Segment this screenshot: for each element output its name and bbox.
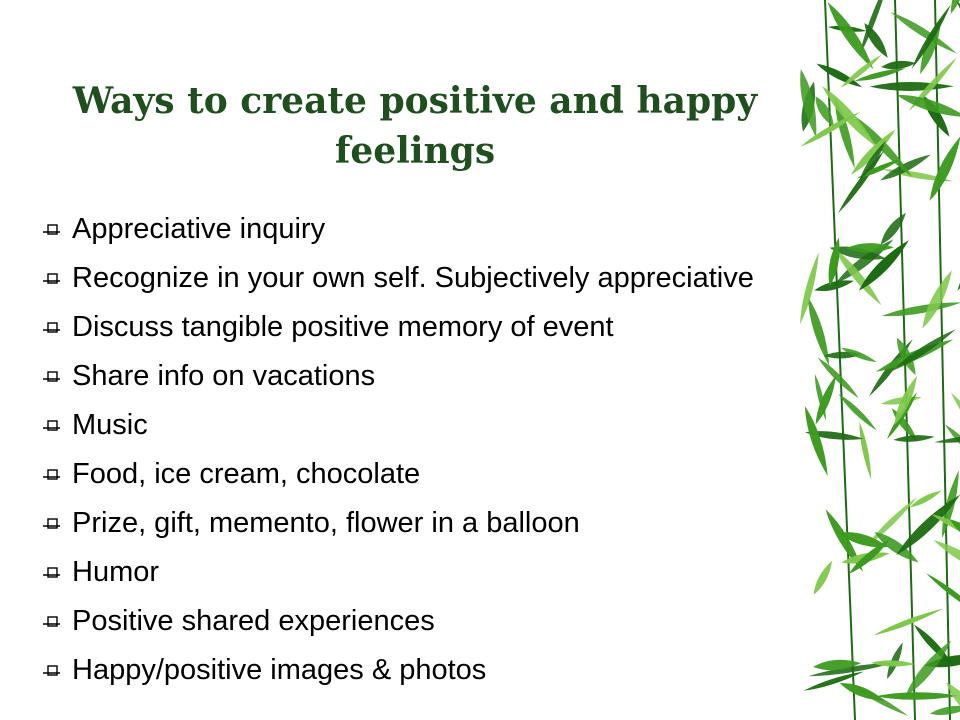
bamboo-leaf — [881, 299, 960, 320]
bamboo-leaf — [895, 90, 960, 123]
list-item — [30, 408, 790, 442]
bullet-text: Discuss tangible positive memory of event — [72, 311, 614, 343]
list-item — [30, 359, 790, 393]
slide-title: Ways to create positive and happy feelings — [72, 80, 758, 172]
bamboo-leaf — [929, 703, 960, 718]
box-dash-bullet-icon — [42, 567, 62, 581]
list-item — [30, 506, 790, 540]
bullet-text: Music — [72, 409, 148, 441]
bamboo-leaves-decoration — [785, 0, 960, 720]
list-item — [30, 457, 790, 491]
bamboo-leaf — [924, 571, 960, 620]
bamboo-leaf — [872, 606, 944, 638]
bamboo-leaf — [876, 692, 960, 700]
list-item — [30, 653, 790, 687]
bamboo-leaf — [954, 236, 960, 293]
box-dash-bullet-icon — [42, 420, 62, 434]
box-dash-bullet-icon — [42, 665, 62, 679]
bamboo-leaf — [800, 404, 832, 477]
bamboo-leaf — [810, 559, 835, 597]
list-item — [30, 604, 790, 638]
list-item — [30, 212, 790, 246]
bullet-text: Appreciative inquiry — [72, 213, 326, 245]
box-dash-bullet-icon — [42, 224, 62, 238]
bamboo-leaf — [870, 82, 954, 91]
box-dash-bullet-icon — [42, 322, 62, 336]
box-dash-bullet-icon — [42, 273, 62, 287]
bullet-text: Positive shared experiences — [72, 605, 435, 637]
bullet-text: Share info on vacations — [72, 360, 376, 392]
bamboo-leaf — [925, 134, 960, 203]
bamboo-leaf — [909, 3, 953, 70]
bamboo-leaf — [918, 268, 957, 331]
box-dash-bullet-icon — [42, 371, 62, 385]
bullet-list — [30, 212, 790, 702]
bullet-text: Recognize in your own self. Subjectively appreciative — [72, 262, 754, 294]
bamboo-leaf — [815, 355, 861, 400]
bamboo-leaf — [877, 210, 909, 248]
bamboo-leaf — [909, 488, 943, 510]
bamboo-leaf — [836, 148, 887, 215]
box-dash-bullet-icon — [42, 616, 62, 630]
bamboo-leaf — [901, 637, 955, 699]
bullet-text: Happy/positive images & photos — [72, 654, 487, 686]
list-item — [30, 310, 790, 344]
bullet-text: Food, ice cream, chocolate — [72, 458, 421, 490]
list-item — [30, 555, 790, 589]
box-dash-bullet-icon — [42, 469, 62, 483]
bullet-text: Humor — [72, 556, 160, 588]
bullet-text: Prize, gift, memento, flower in a balloon — [72, 507, 580, 539]
list-item — [30, 261, 790, 295]
bamboo-leaf — [813, 277, 855, 294]
bamboo-leaf — [839, 53, 884, 90]
box-dash-bullet-icon — [42, 518, 62, 532]
bamboo-leaf — [857, 421, 874, 480]
